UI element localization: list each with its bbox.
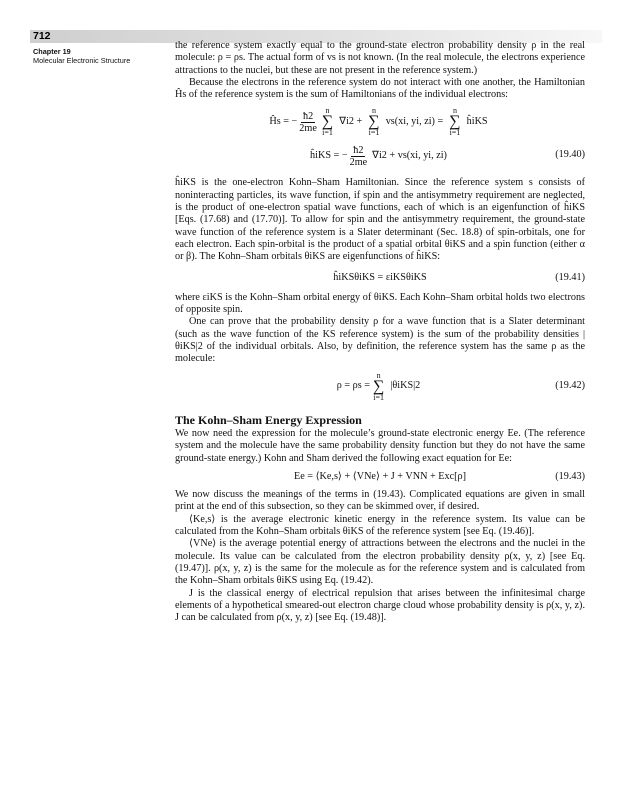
sum-lower: i=1	[368, 128, 380, 138]
sum-upper: n	[452, 106, 457, 116]
sum-upper: n	[325, 106, 330, 116]
sum-lower: i=1	[449, 128, 461, 138]
paragraph-6: We now need the expression for the molecule’s ground-state electronic energy Ee. (The reference system and the molecule have the same probability density function but they do not have the same ground-state energy.) Kohn and Sham derived the following exact equation for Ee:	[175, 427, 585, 464]
equation-number: (19.41)	[555, 271, 585, 283]
summation-1: n ∑ i=1	[321, 106, 334, 138]
eq-1942-lhs: ρ = ρs =	[336, 380, 370, 392]
eq-hs-lhs: Ĥs = −	[269, 116, 298, 128]
eq-hs-term1: ∇i2 +	[339, 116, 363, 128]
eq-2me: 2me	[299, 122, 317, 134]
equation-19-41	[175, 272, 585, 284]
sum-upper: n	[376, 370, 381, 380]
eq-1941-body: ĥiKSθiKS = εiKSθiKS	[333, 271, 427, 283]
chapter-label: Chapter 19	[33, 47, 71, 56]
paragraph-8: ⟨Ke,s⟩ is the average electronic kinetic energy in the reference system. Its value can be calculated from the Kohn–Sham orbitals θiKS of the reference system [see Eq. (19.46)].	[175, 513, 585, 538]
fraction-hbar-over-2me	[299, 111, 317, 134]
equation-number: (19.42)	[555, 379, 585, 391]
paragraph-9: ⟨VNe⟩ is the average potential energy of attractions between the electrons and the nuclei in the molecule. Its value can be calculated from the electron probability density ρ(x, y, z) [see Eq. (19.47)]. ρ(x, y, z) is the same for the molecule as for the reference system and is calculated from the Kohn–Sham orbitals θiKS using Eq. (19.42).	[175, 538, 585, 587]
paragraph-4: where εiKS is the Kohn–Sham orbital energy of θiKS. Each Kohn–Sham orbital holds two electrons of opposite spin.	[175, 291, 585, 316]
eq-hbar2: ħ2	[353, 144, 364, 156]
equation-number: (19.40)	[555, 149, 585, 161]
eq-hks-rhs: ∇i2 + vs(xi, yi, zi)	[372, 150, 447, 162]
paragraph-5: One can prove that the probability density ρ for a wave function that is a Slater determinant (such as the wave function of the KS reference system) is the sum of the probability densities |θiKS|2 of the individual orbitals. Also, by definition, the reference system has the same ρ as the molecule:	[175, 316, 585, 365]
paragraph-10: J is the classical energy of electrical repulsion that arises between the infinitesimal charge elements of a hypothetical smeared-out electron charge cloud whose probability density is ρ(x, y, z). J can be calculated from ρ(x, y, z) [see Eq. (19.48)].	[175, 587, 585, 624]
equation-19-43	[175, 471, 585, 483]
eq-1942-rhs: |θiKS|2	[390, 380, 421, 392]
section-heading: The Kohn–Sham Energy Expression	[175, 412, 362, 427]
paragraph-1: the reference system exactly equal to the ground-state electron probability density ρ in the real molecule: ρ = ρs. The actual form of vs is not known. (In the real molecule, the electrons experience attractions to the nuclei, but these are not present in the reference system.)	[175, 40, 585, 76]
paragraph-2: Because the electrons in the reference system do not interact with one another, the Hamiltonian Ĥs of the reference system is the sum of Hamiltonians of the individual electrons:	[175, 76, 585, 101]
paragraph-3: ĥiKS is the one-electron Kohn–Sham Hamiltonian. Since the reference system s consists of noninteracting particles, its wave function, if spin and the antisymmetry requirement are neglected, is the product of one-electron spatial wave functions, each of which is an eigenfunction of ĥiKS [Eqs. (17.68) and (17.70)]. To allow for spin and the antisymmetry requirement, the ground-state wave function of the reference system is a Slater determinant (Sec. 18.8) of spin-orbitals, one for each electron. Each spin-orbital is the product of a spatial orbital θiKS and a spin function (either α or β). The Kohn–Sham orbitals θiKS are eigenfunctions of ĥiKS:	[175, 177, 585, 263]
paragraph-7: We now discuss the meanings of the terms in (19.43). Complicated equations are given in small print at the end of this subsection, so they can be skimmed over, if desired.	[175, 489, 585, 513]
eq-hs-term3: ĥiKS	[466, 116, 488, 128]
summation-rho: n ∑ i=1	[372, 370, 385, 402]
eq-1943-body: Ee = ⟨Ke,s⟩ + ⟨VNe⟩ + J + VNN + Exc[ρ]	[293, 470, 467, 482]
sum-lower: i=1	[373, 392, 385, 402]
page-number: 712	[33, 30, 51, 42]
eq-hs-term2: vs(xi, yi, zi) =	[385, 116, 444, 128]
equation-19-40	[175, 139, 585, 173]
eq-hks-lhs: ĥiKS = −	[310, 150, 348, 162]
sum-upper: n	[372, 106, 376, 116]
summation-3: n ∑ i=1	[449, 106, 461, 138]
fraction-hbar-over-2me	[350, 145, 368, 168]
chapter-title: Molecular Electronic Structure	[33, 56, 131, 65]
equation-number: (19.43)	[555, 470, 585, 482]
main-text-column	[175, 40, 585, 624]
equation-hamiltonian-sum	[175, 105, 585, 139]
summation-2: n ∑ i=1	[368, 106, 380, 138]
equation-19-42	[175, 370, 585, 404]
chapter-running-head	[33, 47, 183, 65]
sum-lower: i=1	[322, 128, 333, 138]
eq-2me: 2me	[349, 156, 368, 168]
eq-hbar2: ħ2	[302, 110, 314, 122]
